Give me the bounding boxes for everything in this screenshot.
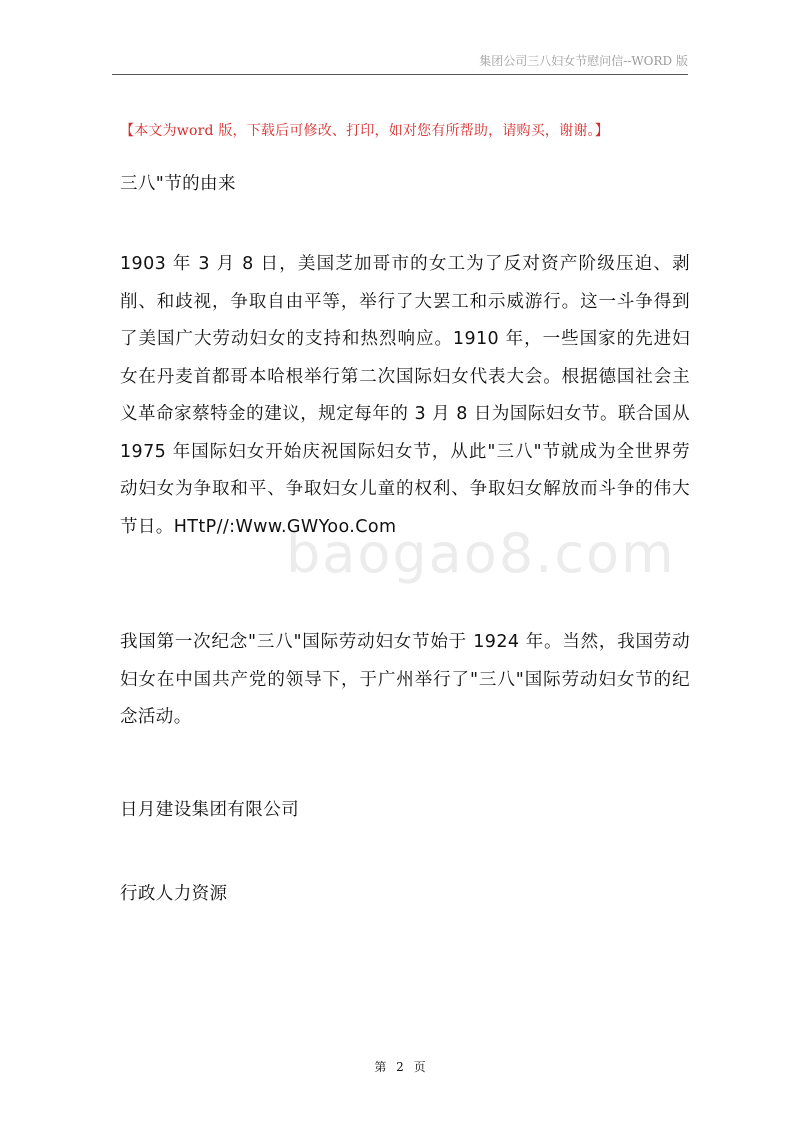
header-title: 集团公司三八妇女节慰问信--WORD 版 (479, 54, 688, 68)
download-notice: 【本文为word 版，下载后可修改、打印，如对您有所帮助，请购买，谢谢。】 (120, 123, 609, 139)
page-suffix: 页 (413, 1060, 426, 1074)
header-divider (112, 74, 688, 75)
department-name: 行政人力资源 (120, 884, 228, 904)
company-name: 日月建设集团有限公司 (120, 800, 299, 820)
section-heading: 三八"节的由来 (120, 174, 236, 194)
paragraph-origin: 1903 年 3 月 8 日，美国芝加哥市的女工为了反对资产阶级压迫、剥削、和歧视，争取自由平等，举行了大罢工和示威游行。这一斗争得到了美国广大劳动妇女的支持和热烈响应。1910 年，一些国家的先进妇女在丹麦首都哥本哈根举行第二次国际妇女代表大会。根据德国社会主义革命家蔡特金的建议，规定每年的 3 月 8 日为国际妇女节。联合国从 1975 年国际妇女开始庆祝国际妇女节，从此"三八"节就成为全世界劳动妇女为争取和平、争取妇女儿童的权利、争取妇女解放而斗争的伟大节日。HTtP//:Www.GWYoo.Com (120, 254, 690, 537)
page-footer (0, 1058, 800, 1075)
watermark: baogao8.com (286, 522, 676, 585)
page-prefix: 第 (374, 1060, 387, 1074)
paragraph-china: 我国第一次纪念"三八"国际劳动妇女节始于 1924 年。当然，我国劳动妇女在中国共产党的领导下，于广州举行了"三八"国际劳动妇女节的纪念活动。 (120, 632, 690, 727)
page-number: 2 (396, 1060, 404, 1074)
